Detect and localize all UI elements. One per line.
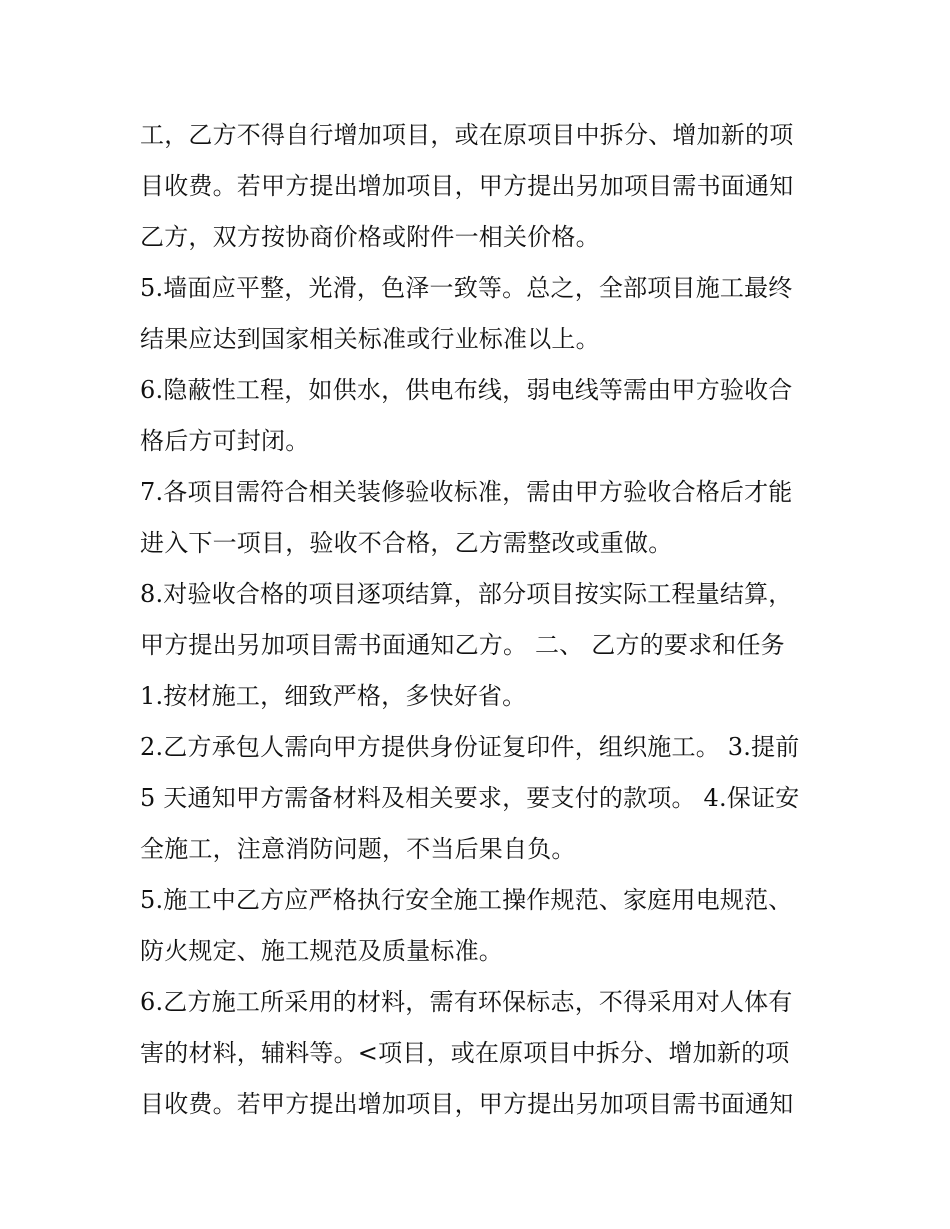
document-body <box>140 110 820 1130</box>
text-line: 5 天通知甲方需备材料及相关要求，要支付的款项。 4.保证安 <box>140 784 800 812</box>
text-line: 工，乙方不得自行增加项目，或在原项目中拆分、增加新的项 <box>140 121 794 149</box>
text-line: 6.隐蔽性工程，如供水，供电布线，弱电线等需由甲方验收合 <box>140 376 793 404</box>
text-line: 乙方，双方按协商价格或附件一相关价格。 <box>140 223 600 251</box>
text-line: 8.对验收合格的项目逐项结算，部分项目按实际工程量结算， <box>140 580 793 608</box>
text-line: 结果应达到国家相关标准或行业标准以上。 <box>140 325 600 353</box>
text-line: 进入下一项目，验收不合格，乙方需整改或重做。 <box>140 529 673 557</box>
text-line: 甲方提出另加项目需书面通知乙方。 二、 乙方的要求和任务 <box>140 631 785 659</box>
text-line: 6.乙方施工所采用的材料，需有环保标志，不得采用对人体有 <box>140 988 793 1016</box>
text-line: 5.施工中乙方应严格执行安全施工操作规范、家庭用电规范、 <box>140 886 793 914</box>
text-line: 目收费。若甲方提出增加项目，甲方提出另加项目需书面通知 <box>140 1090 794 1118</box>
text-line: 1.按材施工，细致严格，多快好省。 <box>140 682 527 710</box>
text-line: 防火规定、施工规范及质量标准。 <box>140 937 503 965</box>
text-line: 5.墙面应平整，光滑，色泽一致等。总之，全部项目施工最终 <box>140 274 793 302</box>
text-line: 害的材料，辅料等。<项目，或在原项目中拆分、增加新的项 <box>140 1039 790 1067</box>
text-line: 全施工，注意消防问题，不当后果自负。 <box>140 835 576 863</box>
text-line: 7.各项目需符合相关装修验收标准，需由甲方验收合格后才能 <box>140 478 793 506</box>
text-line: 格后方可封闭。 <box>140 427 310 455</box>
text-line: 目收费。若甲方提出增加项目，甲方提出另加项目需书面通知 <box>140 172 794 200</box>
text-line: 2.乙方承包人需向甲方提供身份证复印件，组织施工。 3.提前 <box>140 733 800 761</box>
